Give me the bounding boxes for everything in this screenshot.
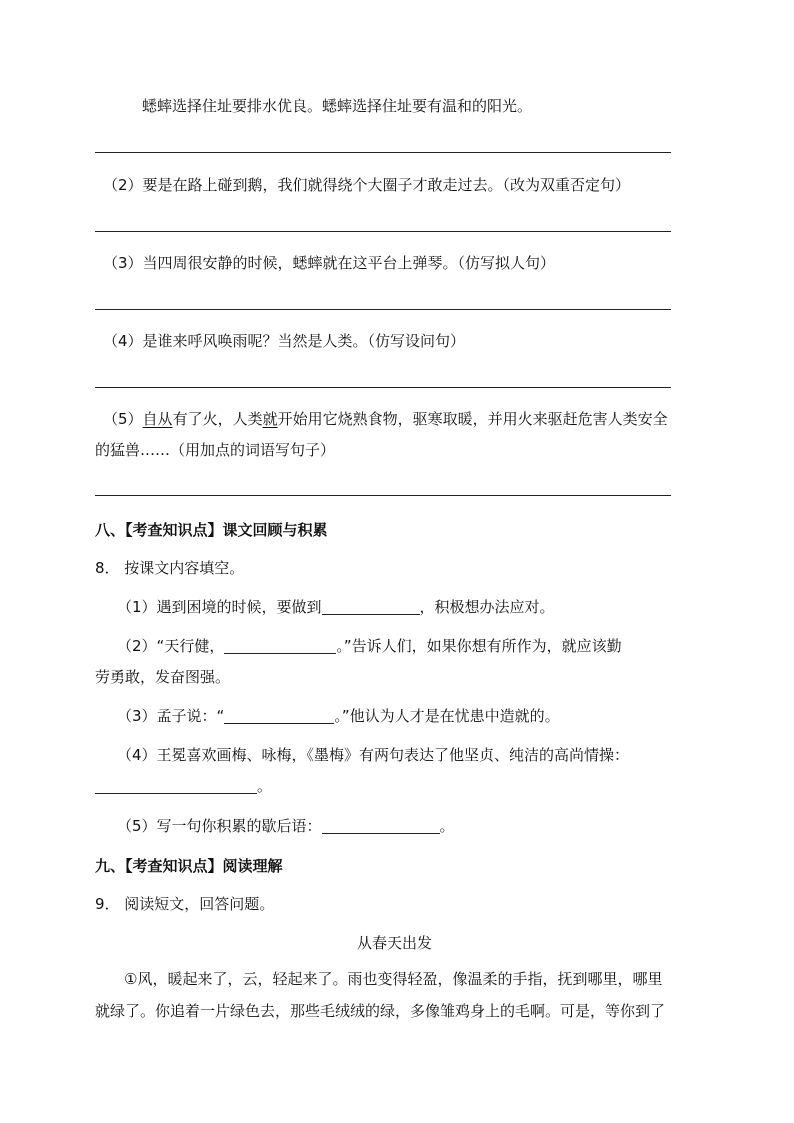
q8-item2-text2: 。”告诉人们，如果你想有所作为，就应该勤	[336, 637, 622, 655]
passage-paragraph-line1: ①风，暖起来了，云，轻起来了。雨也变得轻盈，像温柔的手指，抚到哪里，哪里	[124, 970, 663, 988]
q7-item5-rest: 开始用它烧熟食物，驱寒取暖，并用火来驱赶危害人类安全	[277, 410, 668, 428]
q8-question: 8． 按课文内容填空。	[95, 559, 245, 577]
q8-item4: （4）王冕喜欢画梅、咏梅，《墨梅》有两句表达了他坚贞、纯洁的高尚情操：	[117, 746, 630, 764]
dotted-word-zicong: 自从	[142, 410, 173, 428]
q7-item3: （3）当四周很安静的时候，蟋蟀就在这平台上弹琴。（仿写拟人句）	[103, 254, 556, 272]
passage-paragraph-line2: 就绿了。你追着一片绿色去，那些毛绒绒的绿，多像雏鸡身上的毛啊。可是，等你到了	[95, 1002, 666, 1020]
answer-line[interactable]	[95, 152, 671, 153]
q7-item5-mid: 有了火，人类	[172, 410, 263, 428]
q8-item3	[117, 706, 560, 726]
q8-item3-text: （3）孟子说：“	[117, 707, 225, 725]
fill-blank[interactable]	[322, 817, 440, 834]
q7-item5-line2: 的猛兽……（用加点的词语写句子）	[95, 441, 336, 459]
q8-item2-line2: 劳勇敢，发奋图强。	[95, 668, 231, 686]
q7-item5	[103, 409, 668, 429]
q8-item5	[117, 816, 455, 836]
fill-blank[interactable]	[224, 637, 336, 654]
q7-item5-prefix: （5）	[103, 410, 143, 428]
q8-item1	[117, 597, 555, 617]
q8-item4-end: 。	[257, 777, 273, 795]
dotted-word-jiu: 就	[262, 410, 278, 428]
section9-heading: 九、【考查知识点】阅读理解	[95, 857, 283, 875]
fill-blank[interactable]	[95, 777, 257, 794]
section8-heading: 八、【考查知识点】课文回顾与积累	[95, 521, 328, 539]
answer-line[interactable]	[95, 495, 671, 496]
fill-blank[interactable]	[322, 598, 420, 615]
q7-item4: （4）是谁来呼风唤雨呢？当然是人类。（仿写设问句）	[103, 332, 466, 350]
fill-blank[interactable]	[224, 707, 334, 724]
answer-line[interactable]	[95, 387, 671, 388]
q8-item2-text: （2）“天行健，	[117, 637, 225, 655]
q8-item3-text2: 。”他认为人才是在忧患中造就的。	[334, 707, 560, 725]
q8-item4-line2	[95, 776, 272, 796]
answer-line[interactable]	[95, 231, 671, 232]
q8-item2	[117, 636, 622, 656]
q7-item2: （2）要是在路上碰到鹅，我们就得绕个大圈子才敢走过去。（改为双重否定句）	[103, 176, 631, 194]
q8-item1-text: （1）遇到困境的时候，要做到	[117, 598, 322, 616]
q9-question: 9． 阅读短文，回答问题。	[95, 895, 275, 913]
answer-line[interactable]	[95, 309, 671, 310]
passage-title: 从春天出发	[357, 934, 433, 952]
q8-item5-end: 。	[439, 817, 455, 835]
q7-item1-tail: 蟋蟀选择住址要排水优良。蟋蟀选择住址要有温和的阳光。	[142, 97, 533, 115]
q8-item1-text2: ，积极想办法应对。	[419, 598, 555, 616]
q8-item5-text: （5）写一句你积累的歇后语：	[117, 817, 322, 835]
